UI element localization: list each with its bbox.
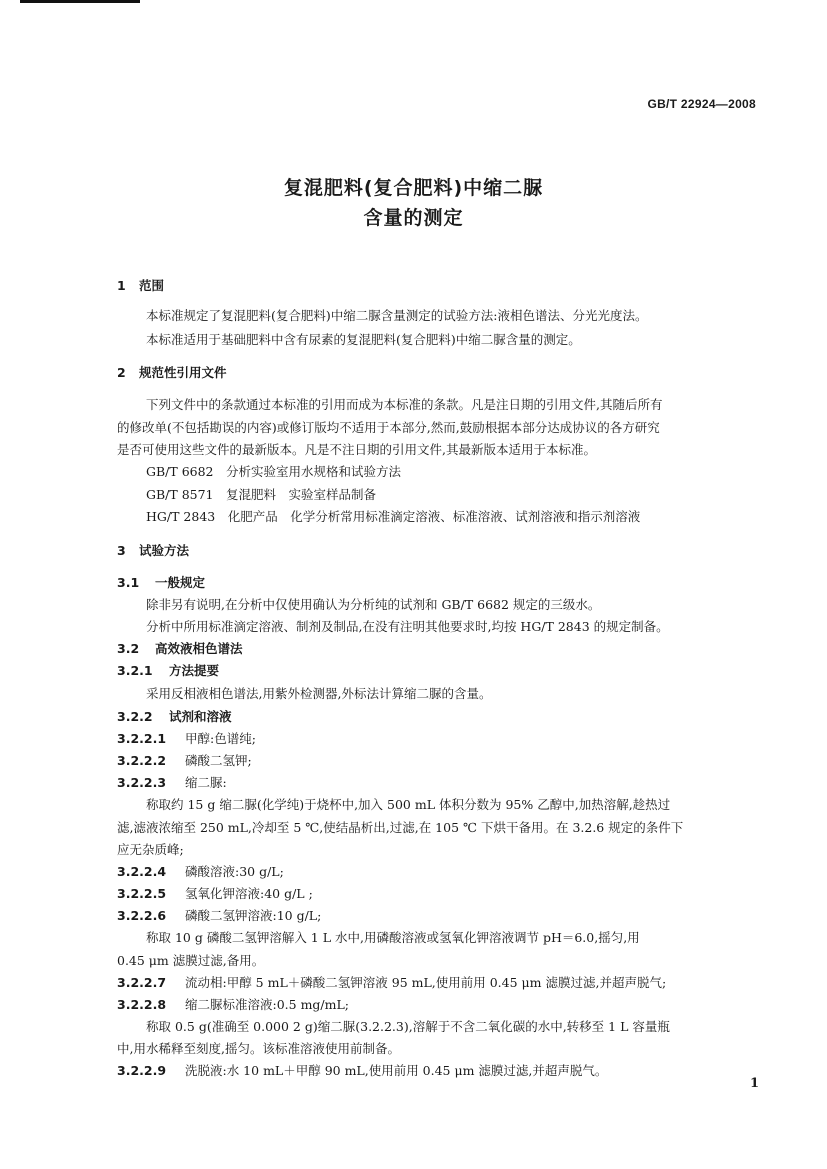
clause-number: 3.1 — [117, 575, 140, 590]
section-2-paragraph-line-3: 是否可使用这些文件的最新版本。凡是不注日期的引用文件,其最新版本适用于本标准。 — [117, 442, 596, 457]
section-3-number: 3 — [117, 543, 126, 558]
item-text: 洗脱液:水 10 mL＋甲醇 90 mL,使用前用 0.45 μm 滤膜过滤,并超声脱气。 — [185, 1063, 608, 1078]
section-1-number: 1 — [117, 278, 126, 293]
clause-3-1-paragraph-2: 分析中所用标准滴定溶液、制剂及制品,在没有注明其他要求时,均按 HG/T 2843 的规定制备。 — [146, 619, 669, 634]
item-3-2-2-8-paragraph-line-2: 中,用水稀释至刻度,摇匀。该标准溶液使用前制备。 — [117, 1041, 400, 1056]
item-3-2-2-4 — [117, 864, 284, 880]
item-number: 3.2.2.6 — [117, 908, 167, 923]
item-text: 磷酸二氢钾; — [185, 753, 252, 768]
reference-hgt-2843: HG/T 2843 化肥产品 化学分析常用标准滴定溶液、标准溶液、试剂溶液和指示剂溶液 — [146, 509, 641, 524]
item-text: 磷酸二氢钾溶液:10 g/L; — [185, 908, 322, 923]
section-2-number: 2 — [117, 365, 126, 380]
item-number: 3.2.2.7 — [117, 975, 167, 990]
clause-number: 3.2.1 — [117, 663, 153, 678]
reference-gbt-6682: GB/T 6682 分析实验室用水规格和试验方法 — [146, 464, 402, 479]
item-3-2-2-5 — [117, 886, 313, 902]
item-text: 缩二脲: — [185, 775, 227, 790]
top-rule — [20, 0, 140, 3]
section-2-paragraph-line-2: 的修改单(不包括勘误的内容)或修订版均不适用于本部分,然而,鼓励根据本部分达成协议的各方研究 — [117, 420, 660, 435]
clause-3-1-heading — [117, 575, 205, 591]
clause-title: 高效液相色谱法 — [155, 641, 243, 656]
item-number: 3.2.2.8 — [117, 997, 167, 1012]
section-2-heading — [117, 365, 227, 381]
item-3-2-2-6-paragraph-line-2: 0.45 μm 滤膜过滤,备用。 — [117, 953, 265, 968]
item-3-2-2-3-paragraph-line-1: 称取约 15 g 缩二脲(化学纯)于烧杯中,加入 500 mL 体积分数为 95% 乙醇中,加热溶解,趁热过 — [146, 797, 671, 812]
section-2-title: 规范性引用文件 — [139, 365, 227, 380]
section-1-heading — [117, 278, 164, 294]
section-3-title: 试验方法 — [139, 543, 190, 558]
clause-3-2-1-heading — [117, 663, 219, 679]
clause-title: 试剂和溶液 — [169, 709, 232, 724]
item-3-2-2-3 — [117, 775, 227, 791]
item-number: 3.2.2.4 — [117, 864, 167, 879]
clause-3-2-1-paragraph: 采用反相液相色谱法,用紫外检测器,外标法计算缩二脲的含量。 — [146, 686, 492, 701]
clause-3-2-2-heading — [117, 709, 232, 725]
item-3-2-2-8 — [117, 997, 349, 1013]
section-2-paragraph-line-1: 下列文件中的条款通过本标准的引用而成为本标准的条款。凡是注日期的引用文件,其随后所有 — [146, 397, 663, 412]
reference-gbt-8571: GB/T 8571 复混肥料 实验室样品制备 — [146, 487, 377, 502]
section-1-paragraph-2: 本标准适用于基础肥料中含有尿素的复混肥料(复合肥料)中缩二脲含量的测定。 — [146, 332, 581, 347]
item-3-2-2-9 — [117, 1063, 607, 1079]
item-3-2-2-6-paragraph-line-1: 称取 10 g 磷酸二氢钾溶解入 1 L 水中,用磷酸溶液或氢氧化钾溶液调节 pH＝6.0,摇匀,用 — [146, 930, 640, 945]
item-number: 3.2.2.1 — [117, 731, 167, 746]
item-number: 3.2.2.3 — [117, 775, 167, 790]
item-text: 缩二脲标准溶液:0.5 mg/mL; — [185, 997, 349, 1012]
item-number: 3.2.2.2 — [117, 753, 167, 768]
clause-number: 3.2.2 — [117, 709, 153, 724]
item-3-2-2-8-paragraph-line-1: 称取 0.5 g(准确至 0.000 2 g)缩二脲(3.2.2.3),溶解于不含二氧化碳的水中,转移至 1 L 容量瓶 — [146, 1019, 670, 1034]
document-title-line1: 复混肥料(复合肥料)中缩二脲 — [283, 177, 544, 199]
clause-title: 方法提要 — [169, 663, 220, 678]
item-3-2-2-1 — [117, 731, 256, 747]
item-number: 3.2.2.9 — [117, 1063, 167, 1078]
item-text: 磷酸溶液:30 g/L; — [185, 864, 284, 879]
section-1-title: 范围 — [139, 278, 165, 293]
section-1-paragraph-1: 本标准规定了复混肥料(复合肥料)中缩二脲含量测定的试验方法:液相色谱法、分光光度法。 — [146, 308, 648, 323]
document-title-line2: 含量的测定 — [363, 207, 464, 229]
item-3-2-2-2 — [117, 753, 252, 769]
page-number: 1 — [749, 1076, 759, 1091]
clause-3-1-paragraph-1: 除非另有说明,在分析中仅使用确认为分析纯的试剂和 GB/T 6682 规定的三级水。 — [146, 597, 601, 612]
clause-number: 3.2 — [117, 641, 140, 656]
item-3-2-2-7 — [117, 975, 666, 991]
clause-3-2-heading — [117, 641, 243, 657]
item-3-2-2-6 — [117, 908, 321, 924]
item-number: 3.2.2.5 — [117, 886, 167, 901]
clause-title: 一般规定 — [155, 575, 206, 590]
item-text: 流动相:甲醇 5 mL＋磷酸二氢钾溶液 95 mL,使用前用 0.45 μm 滤膜过滤,并超声脱气; — [185, 975, 667, 990]
item-text: 甲醇:色谱纯; — [185, 731, 256, 746]
section-3-heading — [117, 543, 189, 559]
item-3-2-2-3-paragraph-line-2: 滤,滤液浓缩至 250 mL,冷却至 5 ℃,使结晶析出,过滤,在 105 ℃ 下烘干备用。在 3.2.6 规定的条件下 — [117, 820, 684, 835]
standard-number: GB/T 22924—2008 — [647, 97, 756, 111]
item-text: 氢氧化钾溶液:40 g/L ; — [185, 886, 313, 901]
item-3-2-2-3-paragraph-line-3: 应无杂质峰; — [117, 842, 184, 857]
